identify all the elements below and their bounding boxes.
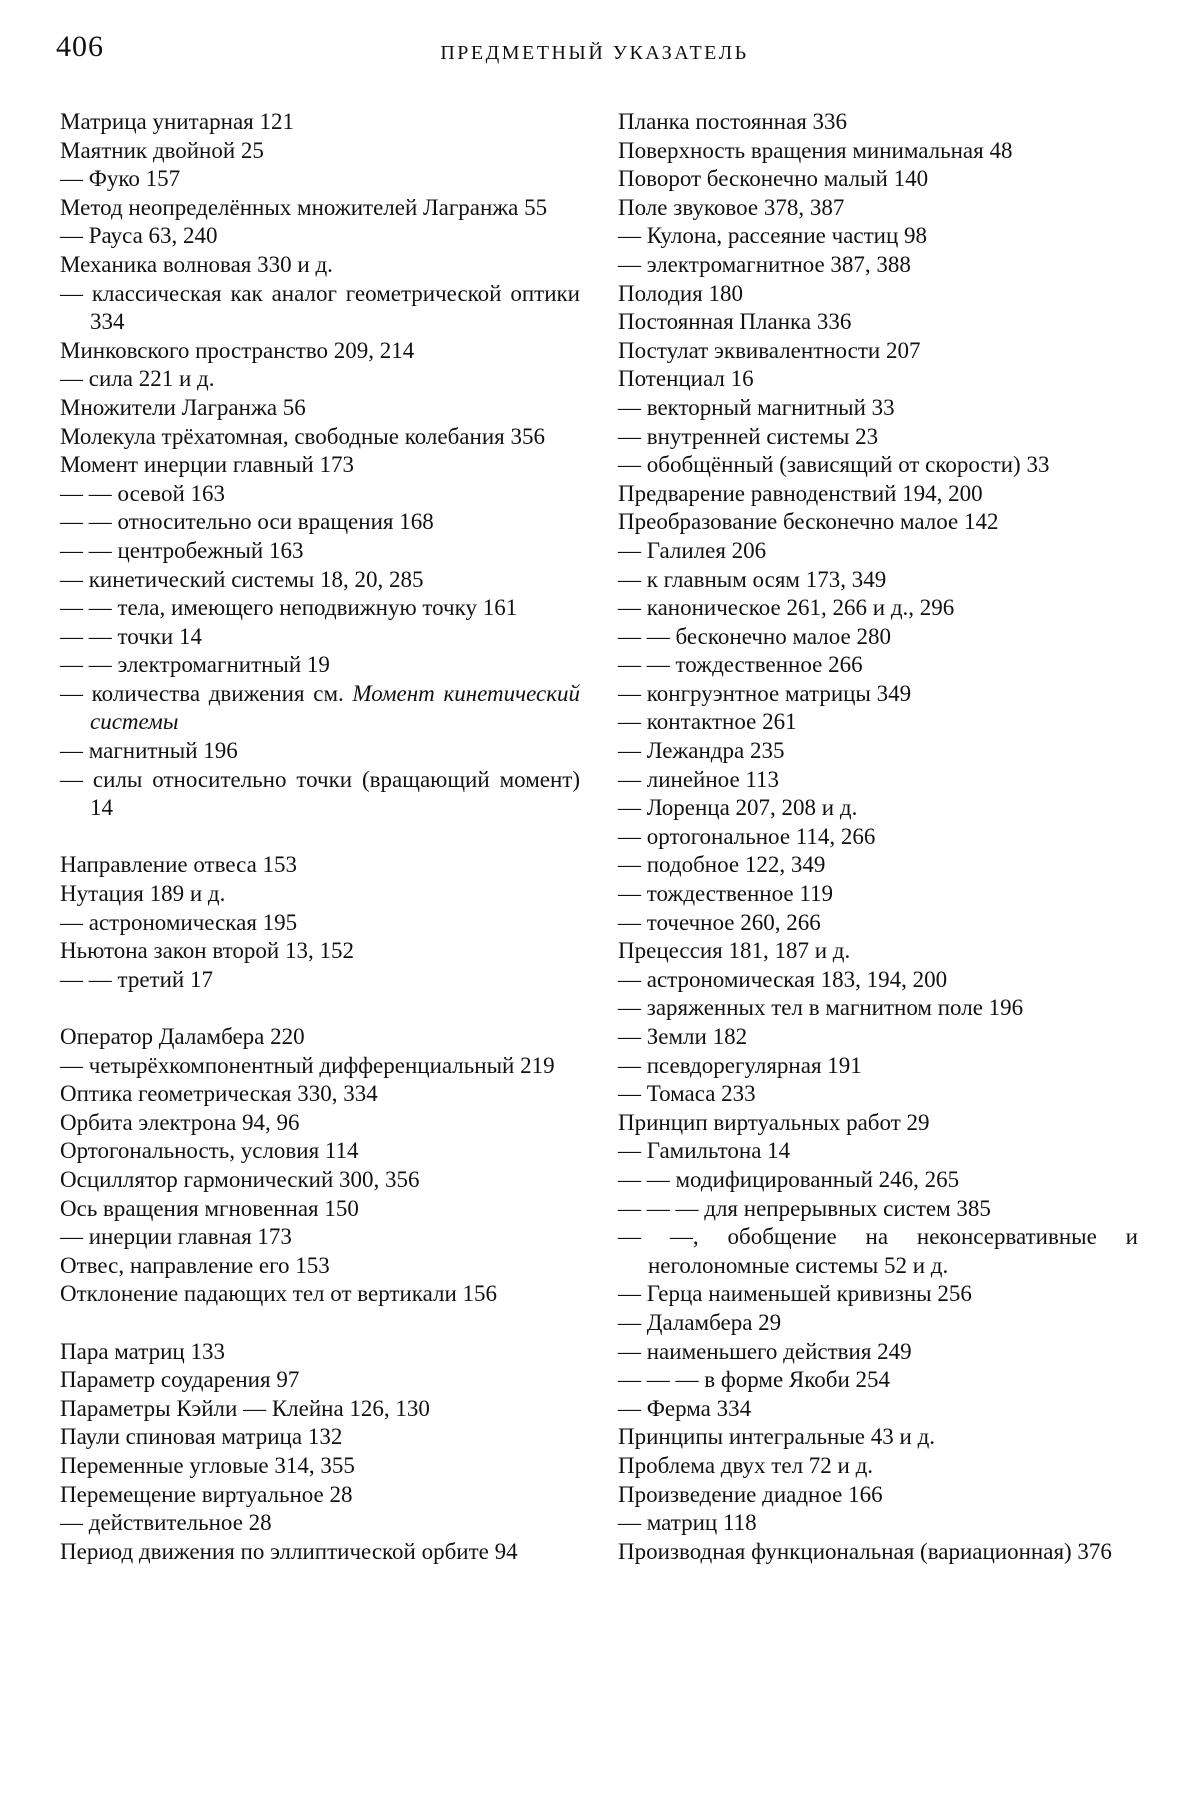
index-entry — [60, 394, 580, 423]
index-entry-text: — Ферма 334 — [618, 1395, 752, 1421]
index-entry-cross-reference: Момент кинетический системы — [90, 680, 580, 735]
index-entry — [618, 1166, 1138, 1195]
index-entry-text: — — третий 17 — [60, 966, 213, 992]
index-entry — [60, 1452, 580, 1481]
index-entry-text: — четырёхкомпонентный дифференциальный 219 — [60, 1052, 555, 1078]
index-entry-text: Момент инерции главный 173 — [60, 452, 354, 478]
index-entry — [60, 537, 580, 566]
index-entry — [618, 1223, 1138, 1280]
index-entry-text: Матрица унитарная 121 — [60, 109, 294, 134]
index-entry — [60, 594, 580, 623]
index-entry-text: — — — в форме Якоби 254 — [618, 1367, 891, 1393]
index-entry-text: Молекула трёхатомная, свободные колебания 356 — [60, 423, 545, 449]
index-entry — [618, 566, 1138, 595]
index-entry-text: — наименьшего действия 249 — [618, 1338, 912, 1364]
index-entry-text: — действительное 28 — [60, 1510, 272, 1536]
index-entry — [618, 365, 1138, 394]
index-entry — [618, 880, 1138, 909]
index-entry-text: — Лоренца 207, 208 и д. — [618, 795, 858, 821]
index-entry — [60, 1280, 580, 1309]
index-entry — [60, 1080, 580, 1109]
index-entry — [618, 1395, 1138, 1424]
index-entry — [618, 394, 1138, 423]
index-entry-text: — к главным осям 173, 349 — [618, 566, 887, 592]
index-entry — [60, 880, 580, 909]
index-entry — [60, 194, 580, 223]
index-entry-text: — количества движения см. — [60, 680, 353, 706]
index-entry — [60, 337, 580, 366]
index-entry-text: Нутация 189 и д. — [60, 881, 226, 907]
index-entry — [618, 1137, 1138, 1166]
index-entry-text: — — электромагнитный 19 — [60, 652, 330, 678]
index-entry-text: — внутренней системы 23 — [618, 423, 879, 449]
index-entry-text: Параметры Кэйли — Клейна 126, 130 — [60, 1395, 430, 1421]
index-entry-text: Принцип виртуальных работ 29 — [618, 1109, 930, 1135]
index-entry — [60, 251, 580, 280]
index-entry-text: Произведение диадное 166 — [618, 1481, 883, 1507]
index-entry-text: — — точки 14 — [60, 623, 202, 649]
index-entry-text: — электромагнитное 387, 388 — [618, 251, 911, 277]
index-entry-text: — обобщённый (зависящий от скорости) 33 — [618, 452, 1050, 478]
index-entry-text: Отвес, направление его 153 — [60, 1252, 330, 1278]
index-entry-text: Ньютона закон второй 13, 152 — [60, 938, 354, 964]
index-entry — [60, 480, 580, 509]
index-entry-text: — астрономическая 195 — [60, 909, 298, 935]
index-entry-text: — кинетический системы 18, 20, 285 — [60, 566, 424, 592]
index-entry-text: Производная функциональная (вариационная) 376 — [618, 1538, 1112, 1564]
index-entry-text: Потенциал 16 — [618, 366, 754, 392]
index-entry — [618, 766, 1138, 795]
index-entry-text: Метод неопределённых множителей Лагранжа 55 — [60, 194, 548, 220]
index-entry — [60, 1423, 580, 1452]
index-entry — [618, 794, 1138, 823]
index-entry-text: Период движения по эллиптической орбите 94 — [60, 1538, 518, 1564]
index-entry-text: — заряженных тел в магнитном поле 196 — [618, 995, 1024, 1021]
index-entry — [60, 165, 580, 194]
index-entry — [60, 1481, 580, 1510]
index-entry — [60, 1223, 580, 1252]
index-entry — [618, 451, 1138, 480]
index-entry-text: Полодия 180 — [618, 280, 743, 306]
index-entry — [60, 108, 580, 137]
index-entry — [618, 251, 1138, 280]
index-entry — [618, 423, 1138, 452]
index-entry — [60, 1137, 580, 1166]
index-entry-text: Перемещение виртуальное 28 — [60, 1481, 353, 1507]
index-entry — [60, 680, 580, 737]
index-entry — [618, 280, 1138, 309]
index-entry-text: Орбита электрона 94, 96 — [60, 1109, 300, 1135]
index-entry-text: — каноническое 261, 266 и д., 296 — [618, 595, 955, 621]
index-entry-text: — псевдорегулярная 191 — [618, 1052, 862, 1078]
index-entry — [618, 1423, 1138, 1452]
index-entry — [618, 1452, 1138, 1481]
index-entry-text: — — — для непрерывных систем 385 — [618, 1195, 991, 1221]
index-entry-text: — Фуко 157 — [60, 166, 181, 192]
index-entry — [618, 508, 1138, 537]
index-entry — [60, 423, 580, 452]
index-entry — [60, 1195, 580, 1224]
index-entry — [60, 566, 580, 595]
index-entry-text: — конгруэнтное матрицы 349 — [618, 680, 912, 706]
page-number: 406 — [56, 30, 104, 63]
index-entry — [618, 1338, 1138, 1367]
index-entry-text: Оптика геометрическая 330, 334 — [60, 1081, 378, 1107]
index-entry-text: Параметр соударения 97 — [60, 1367, 300, 1393]
index-entry — [60, 508, 580, 537]
index-entry — [618, 1080, 1138, 1109]
index-entry-text: — Лежандра 235 — [618, 738, 785, 764]
index-entry-text: Оператор Даламбера 220 — [60, 1024, 305, 1049]
index-entry-text: — линейное 113 — [618, 766, 780, 792]
index-entry — [60, 1395, 580, 1424]
index-entry-text: — контактное 261 — [618, 709, 797, 735]
index-entry — [60, 737, 580, 766]
index-entry — [618, 1280, 1138, 1309]
index-entry-text: — — бесконечно малое 280 — [618, 623, 891, 649]
index-entry-text: Преобразование бесконечно малое 142 — [618, 509, 999, 535]
index-entry — [618, 337, 1138, 366]
index-entry — [618, 708, 1138, 737]
index-entry-text: Пара матриц 133 — [60, 1338, 225, 1364]
index-entry — [618, 1366, 1138, 1395]
index-entry — [60, 766, 580, 823]
index-entry — [618, 937, 1138, 966]
index-entry — [60, 1109, 580, 1138]
index-entry-text: Минковского пространство 209, 214 — [60, 337, 415, 363]
index-entry-text: — астрономическая 183, 194, 200 — [618, 966, 948, 992]
index-entry — [618, 537, 1138, 566]
index-entry — [60, 909, 580, 938]
index-column-left — [60, 108, 580, 1566]
index-entry — [618, 165, 1138, 194]
index-entry — [618, 651, 1138, 680]
index-entry-text: — —, обобщение на неконсервативные и неголономные системы 52 и д. — [618, 1224, 1138, 1278]
index-entry — [618, 623, 1138, 652]
index-entry — [60, 651, 580, 680]
index-entry — [60, 1366, 580, 1395]
index-entry — [618, 1195, 1138, 1224]
index-entry-text: — классическая как аналог геометрической оптики 334 — [60, 280, 580, 335]
index-entry — [60, 137, 580, 166]
section-gap — [60, 1309, 580, 1338]
page-header — [52, 30, 1137, 80]
index-entry — [618, 308, 1138, 337]
index-entry-text: — — тождественное 266 — [618, 652, 863, 678]
index-entry — [618, 737, 1138, 766]
index-entry — [60, 365, 580, 394]
index-entry-text: Маятник двойной 25 — [60, 137, 264, 163]
running-head: ПРЕДМЕТНЫЙ УКАЗАТЕЛЬ — [440, 42, 749, 64]
index-entry-text: Множители Лагранжа 56 — [60, 394, 306, 420]
index-entry — [618, 966, 1138, 995]
index-entry — [618, 909, 1138, 938]
index-entry — [618, 823, 1138, 852]
index-entry-text: — сила 221 и д. — [60, 366, 215, 392]
section-gap — [60, 994, 580, 1023]
index-entry — [618, 137, 1138, 166]
index-entry-text: — Галилея 206 — [618, 537, 767, 563]
index-entry — [60, 1338, 580, 1367]
index-entry-text: — — относительно оси вращения 168 — [60, 509, 434, 535]
index-entry — [60, 280, 580, 337]
index-entry — [618, 594, 1138, 623]
index-entry-text: — точечное 260, 266 — [618, 909, 821, 935]
index-entry — [618, 851, 1138, 880]
index-entry-text: Направление отвеса 153 — [60, 852, 298, 878]
index-entry-text: — Герца наименьшей кривизны 256 — [618, 1281, 972, 1307]
index-entry-text: — инерции главная 173 — [60, 1224, 292, 1250]
index-entry — [618, 108, 1138, 137]
index-entry-text: Механика волновая 330 и д. — [60, 251, 333, 277]
index-entry-text: — силы относительно точки (вращающий момент) 14 — [60, 766, 580, 821]
index-entry-text: — подобное 122, 349 — [618, 852, 826, 878]
index-entry — [60, 1509, 580, 1538]
index-entry — [618, 1509, 1138, 1538]
index-entry-text: Постулат эквивалентности 207 — [618, 337, 921, 363]
index-entry — [60, 1052, 580, 1081]
index-entry-text: — Рауса 63, 240 — [60, 223, 218, 249]
index-entry-text: — Даламбера 29 — [618, 1309, 782, 1335]
index-entry-text: Переменные угловые 314, 355 — [60, 1452, 355, 1478]
index-entry — [60, 1538, 580, 1567]
index-entry — [618, 194, 1138, 223]
index-entry — [60, 1252, 580, 1281]
index-entry — [618, 1109, 1138, 1138]
index-entry — [60, 1023, 580, 1052]
index-entry — [60, 1166, 580, 1195]
index-entry-text: Прецессия 181, 187 и д. — [618, 938, 851, 964]
index-entry — [618, 680, 1138, 709]
index-entry-text: — ортогональное 114, 266 — [618, 823, 876, 849]
index-column-right — [618, 108, 1138, 1566]
index-entry-text: — Томаса 233 — [618, 1081, 756, 1107]
index-entry-text: — — модифицированный 246, 265 — [618, 1166, 960, 1192]
section-gap — [60, 823, 580, 852]
index-entry-text: — тождественное 119 — [618, 881, 833, 907]
index-entry-text: — магнитный 196 — [60, 738, 238, 764]
index-entry-text: Поворот бесконечно малый 140 — [618, 166, 929, 192]
index-entry-text: Паули спиновая матрица 132 — [60, 1424, 343, 1450]
index-entry-text: — Земли 182 — [618, 1024, 748, 1049]
index-entry — [60, 222, 580, 251]
index-entry — [618, 1538, 1138, 1567]
index-entry — [618, 1309, 1138, 1338]
index-entry-text: Осциллятор гармонический 300, 356 — [60, 1166, 420, 1192]
index-entry-text: — — центробежный 163 — [60, 537, 304, 563]
index-entry — [618, 1023, 1138, 1052]
index-entry — [60, 623, 580, 652]
index-entry — [60, 851, 580, 880]
index-entry-text: Отклонение падающих тел от вертикали 156 — [60, 1281, 498, 1307]
index-entry-text: — — тела, имеющего неподвижную точку 161 — [60, 595, 518, 621]
index-entry — [60, 937, 580, 966]
index-entry-text: Ось вращения мгновенная 150 — [60, 1195, 359, 1221]
index-entry — [618, 480, 1138, 509]
index-entry-text: — векторный магнитный 33 — [618, 394, 895, 420]
index-entry-text: — матриц 118 — [618, 1510, 757, 1536]
index-entry-text: Предварение равноденствий 194, 200 — [618, 480, 983, 506]
index-entry-text: Проблема двух тел 72 и д. — [618, 1452, 874, 1478]
index-entry-text: Ортогональность, условия 114 — [60, 1138, 359, 1164]
index-entry — [60, 966, 580, 995]
index-entry-text: — — осевой 163 — [60, 480, 226, 506]
index-entry — [618, 1052, 1138, 1081]
index-entry — [618, 222, 1138, 251]
index-entry-text: — Гамильтона 14 — [618, 1138, 791, 1164]
index-entry-text: — Кулона, рассеяние частиц 98 — [618, 223, 928, 249]
index-entry-text: Поверхность вращения минимальная 48 — [618, 137, 1013, 163]
index-entry-text: Постоянная Планка 336 — [618, 309, 852, 335]
index-entry — [618, 994, 1138, 1023]
index-entry — [60, 451, 580, 480]
index-entry-text: Планка постоянная 336 — [618, 109, 848, 134]
index-entry — [618, 1481, 1138, 1510]
index-entry-text: Принципы интегральные 43 и д. — [618, 1424, 936, 1450]
index-entry-text: Поле звуковое 378, 387 — [618, 194, 845, 220]
